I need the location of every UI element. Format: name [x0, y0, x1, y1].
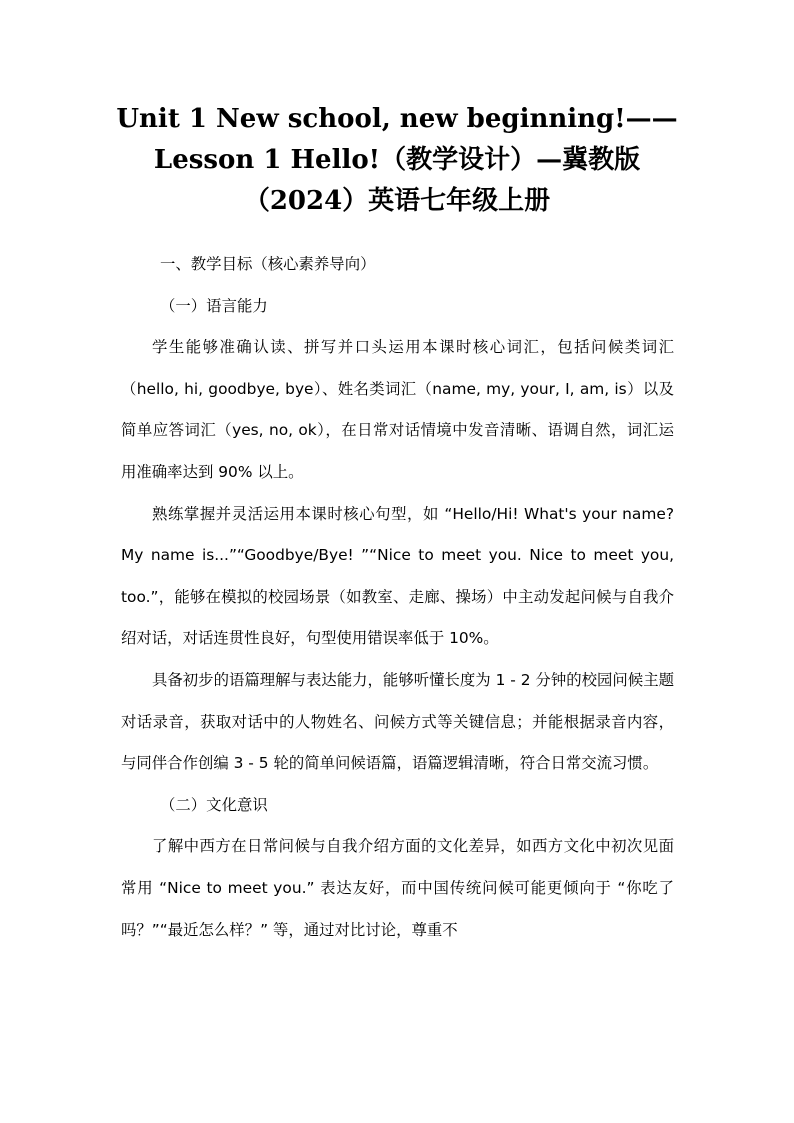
section-heading-cultural-awareness: （二）文化意识 — [160, 795, 268, 814]
section-heading-language-ability: （一）语言能力 — [160, 296, 268, 315]
paragraph-cultural-difference: 了解中西方在日常问候与自我介绍方面的文化差异，如西方文化中初次见面常用 “Nice to meet you.” 表达友好，而中国传统问候可能更倾向于 “你吃了吗？”“最近怎么样？” 等，通过对比讨论，尊重不 — [121, 837, 674, 939]
document-title: Unit 1 New school, new beginning!——Lesson 1 Hello!（教学设计）—冀教版（2024）英语七年级上册 — [116, 104, 678, 216]
paragraph-vocabulary: 学生能够准确认读、拼写并口头运用本课时核心词汇，包括问候类词汇（hello, hi, goodbye, bye）、姓名类词汇（name, my, your, I, am, is）以及简单应答词汇（yes, no, ok），在日常对话情境中发音清晰、语调自然，词汇运用准确率达到 90% 以上。 — [121, 338, 674, 481]
paragraph-sentence-patterns: 熟练掌握并灵活运用本课时核心句型，如 “Hello/Hi! What's your name? My name is...”“Goodbye/Bye! ”“Nice to meet you. Nice to meet you, too.”，能够在模拟的校园场景（如教室、走廊、操场）中主动发起问候与自我介绍对话，对话连贯性良好，句型使用错误率低于 10%。 — [121, 504, 674, 648]
paragraph-discourse: 具备初步的语篇理解与表达能力，能够听懂长度为 1 - 2 分钟的校园问候主题对话录音，获取对话中的人物姓名、问候方式等关键信息；并能根据录音内容，与同伴合作创编 3 - 5 轮的简单问候语篇，语篇逻辑清晰，符合日常交流习惯。 — [121, 670, 674, 773]
section-heading-objectives: 一、教学目标（核心素养导向） — [160, 255, 376, 273]
document-body — [121, 244, 674, 951]
